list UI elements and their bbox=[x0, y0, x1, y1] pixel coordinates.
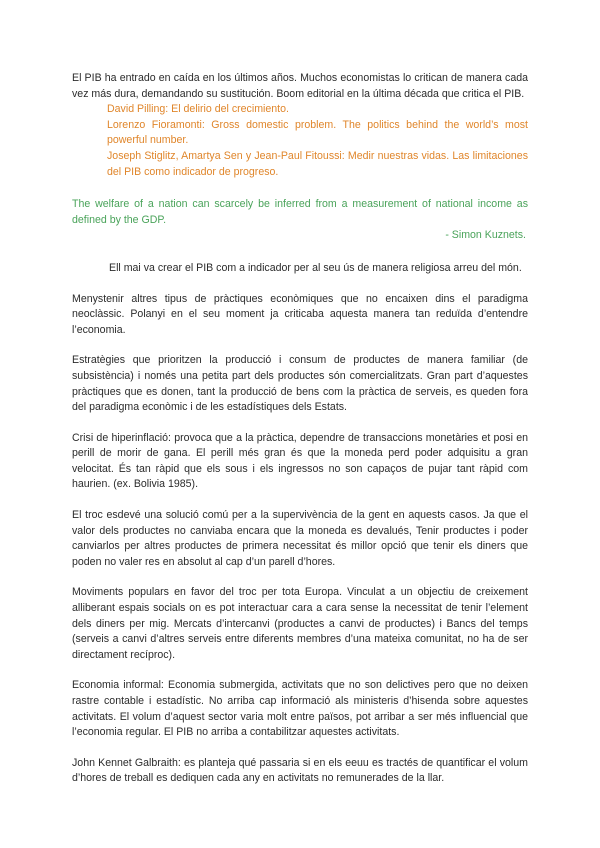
intro-paragraph: El PIB ha entrado en caída en los últimos años. Muchos economistas lo critican de manera cada vez más dura, demandando su sustitución. Boom editorial en la última década que critica el PIB. bbox=[72, 72, 528, 100]
quote-author: - Simon Kuznets. bbox=[445, 229, 526, 242]
body-paragraph: Economia informal: Economia submergida, activitats que no son delictives pero que no deixen rastre contable i estadístic. No arriba cap informació als ministeris d’hisenda sobre aquestes activitats. El volum d’aquest sector varia molt entre països, pot arribar a ser més influencial que l’economia regular. El PIB no arriba a contabilitzar aquestes activitats. bbox=[72, 679, 528, 739]
reference-item: Joseph Stiglitz, Amartya Sen y Jean-Paul Fitoussi: Medir nuestras vidas. Las limitaciones del PIB como indicador de progreso. bbox=[107, 149, 528, 178]
body-paragraph: Crisi de hiperinflació: provoca que a la pràctica, dependre de transaccions monetàries et posi en perill de morir de gana. El perill més gran és que la moneda perd poder adquisitu a gran velocitat. És tan ràpid que els sous i els ingressos no son capaços de pujar tant ràpid com haurien. (ex. Bolivia 1985). bbox=[72, 431, 528, 491]
body-paragraph: Menystenir altres tipus de pràctiques econòmiques que no encaixen dins el paradigma neoclàssic. Polanyi en el seu moment ja criticaba aquesta manera tan reduïda d’entendre l’economia. bbox=[72, 292, 528, 336]
body-paragraph: El troc esdevé una solució comú per a la supervivència de la gent en aquests casos. Ja que el valor dels productes no canviaba encara que la moneda es devalués, Tenir productes i poder canviarlos per altres productes de primera necessitat és millor opció que tenir els diners que poden no valer res en absolut al cap d’un parell d’hores. bbox=[72, 509, 528, 568]
body-paragraph: Ell mai va crear el PIB com a indicador per al seu ús de manera religiosa arreu del món. bbox=[109, 261, 522, 274]
body-paragraph: Estratègies que prioritzen la producció i consum de productes de manera familiar (de subsistència) i només una petita part dels productes són comercialitzats. Gran part d’aquestes pràctiques que es donen, tant la producció de bens com la pràctica de serveis, es queden fora del paradigma econòmic i de les estadístiques dels Estats. bbox=[72, 354, 528, 414]
body-paragraph: Moviments populars en favor del troc per tota Europa. Vinculat a un objectiu de creixement alliberant espais socials on es pot interactuar cara a cara sense la necessitat de tenir l’element dels diners per mig. Mercats d’intercanvi (productes a canvi de productes) i Bancs del temps (serveis a canvi d’altres serveis entre diferents membres d’una mateixa comunitat, no ha de ser directament recíproc). bbox=[72, 586, 528, 661]
body-paragraph: John Kennet Galbraith: es planteja qué passaria si en els eeuu es tractés de quantificar el volum d’hores de treball es dediquen cada any en activitats no remunerades de la llar. bbox=[72, 756, 528, 785]
reference-item: David Pilling: El delirio del crecimiento. bbox=[107, 103, 289, 116]
reference-list bbox=[72, 102, 528, 180]
quote-text: The welfare of a nation can scarcely be inferred from a measurement of national income as defined by the GDP. bbox=[72, 198, 528, 226]
reference-item: Lorenzo Fioramonti: Gross domestic problem. The politics behind the world’s most powerful number. bbox=[107, 118, 528, 147]
